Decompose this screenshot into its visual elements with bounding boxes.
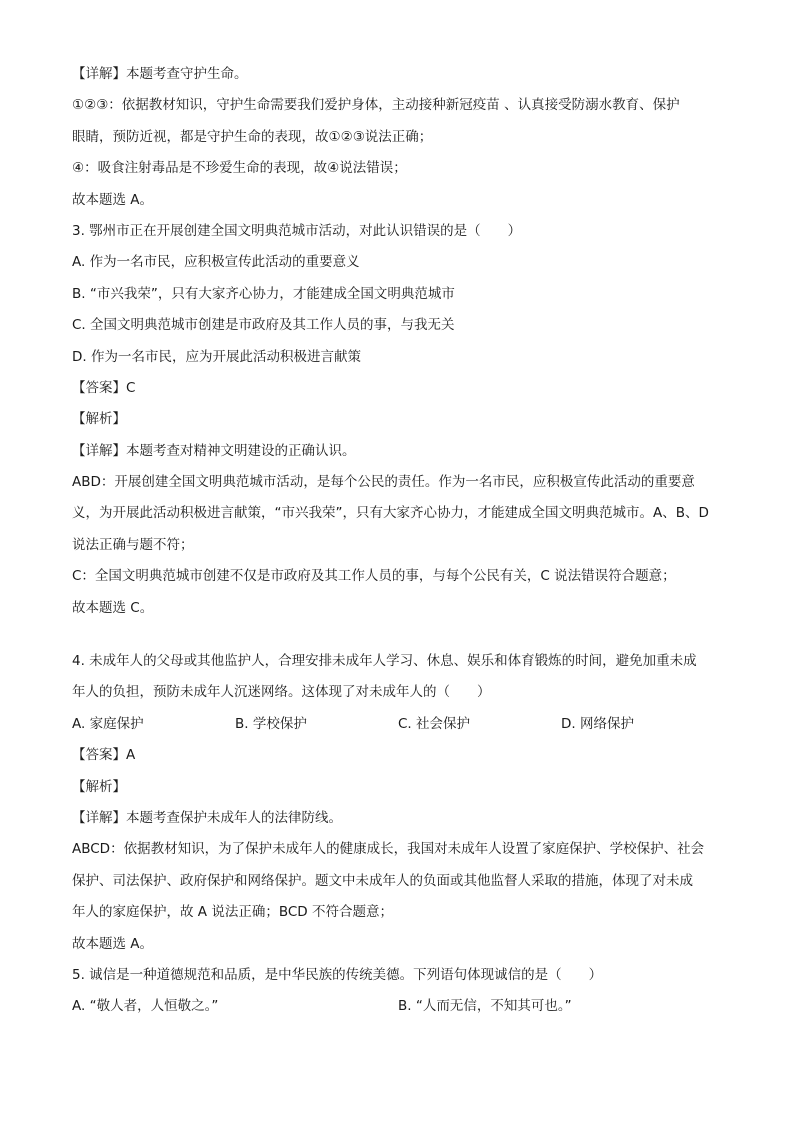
q5-option-b: B. “人而无信，不知其可也。”: [398, 998, 572, 1015]
q4-conclusion: 故本题选 A。: [72, 935, 154, 952]
q3-stem: 3. 鄂州市正在开展创建全国文明典范城市活动，对此认识错误的是（ ）: [72, 222, 522, 239]
q3-detail-line: ABD：开展创建全国文明典范城市活动，是每个公民的责任。作为一名市民，应积极宣传此活动的重要意: [72, 474, 695, 491]
q3-option-d: D. 作为一名市民，应为开展此活动积极进言献策: [72, 348, 361, 365]
q5-option-a: A. “敬人者，人恒敬之。”: [72, 998, 219, 1015]
q4-stem: 4. 未成年人的父母或其他监护人，合理安排未成年人学习、休息、娱乐和体育锻炼的时间，避免加重未成: [72, 653, 697, 670]
q4-stem: 年人的负担，预防未成年人沉迷网络。这体现了对未成年人的（ ）: [72, 684, 491, 701]
q4-analysis-label: 【解析】: [72, 778, 126, 795]
q5-options: [72, 996, 732, 1016]
q4-option-a: A. 家庭保护: [72, 715, 144, 732]
q2-detail-heading: 【详解】本题考查守护生命。: [72, 66, 248, 82]
q2-detail-line: 眼睛，预防近视，都是守护生命的表现，故①②③说法正确；: [72, 128, 433, 145]
q4-options: [72, 714, 732, 734]
q3-conclusion: 故本题选 C。: [72, 599, 154, 616]
q4-detail-heading: 【详解】本题考查保护未成年人的法律防线。: [72, 809, 342, 826]
q3-detail-line: C：全国文明典范城市创建不仅是市政府及其工作人员的事，与每个公民有关，C 说法错误符合题意；: [72, 568, 676, 585]
q2-detail-line: ④：吸食注射毒品是不珍爱生命的表现，故④说法错误；: [72, 160, 407, 177]
q4-option-b: B. 学校保护: [235, 715, 307, 732]
q5-stem: 5. 诚信是一种道德规范和品质，是中华民族的传统美德。下列语句体现诚信的是（ ）: [72, 966, 603, 983]
q2-detail-line: ①②③：依据教材知识，守护生命需要我们爱护身体，主动接种新冠疫苗 、认真接受防溺水教育、保护: [72, 97, 680, 114]
q3-detail-heading: 【详解】本题考查对精神文明建设的正确认识。: [72, 442, 356, 459]
q3-detail-line: 义，为开展此活动积极进言献策，“市兴我荣”，只有大家齐心协力，才能建成全国文明典范城市。A、B、D: [72, 505, 709, 522]
q3-option-c: C. 全国文明典范城市创建是市政府及其工作人员的事，与我无关: [72, 317, 455, 334]
q4-detail-line: ABCD：依据教材知识，为了保护未成年人的健康成长，我国对未成年人设置了家庭保护、学校保护、社会: [72, 841, 705, 858]
document-page: [72, 64, 732, 1028]
q4-option-d: D. 网络保护: [561, 715, 634, 732]
q3-option-b: B. “市兴我荣”，只有大家齐心协力，才能建成全国文明典范城市: [72, 285, 455, 302]
q2-conclusion: 故本题选 A。: [72, 191, 154, 208]
q4-option-c: C. 社会保护: [398, 715, 471, 732]
q3-answer: 【答案】C: [72, 379, 136, 396]
q3-option-a: A. 作为一名市民，应积极宣传此活动的重要意义: [72, 254, 360, 271]
section-gap: [72, 629, 732, 651]
q3-analysis-label: 【解析】: [72, 411, 126, 428]
q4-detail-line: 年人的家庭保护，故 A 说法正确；BCD 不符合题意；: [72, 904, 393, 921]
q3-detail-line: 说法正确与题不符；: [72, 536, 194, 553]
q4-detail-line: 保护、司法保护、政府保护和网络保护。题文中未成年人的负面或其他监督人采取的措施，体现了对未成: [72, 872, 693, 889]
q4-answer: 【答案】A: [72, 747, 136, 764]
